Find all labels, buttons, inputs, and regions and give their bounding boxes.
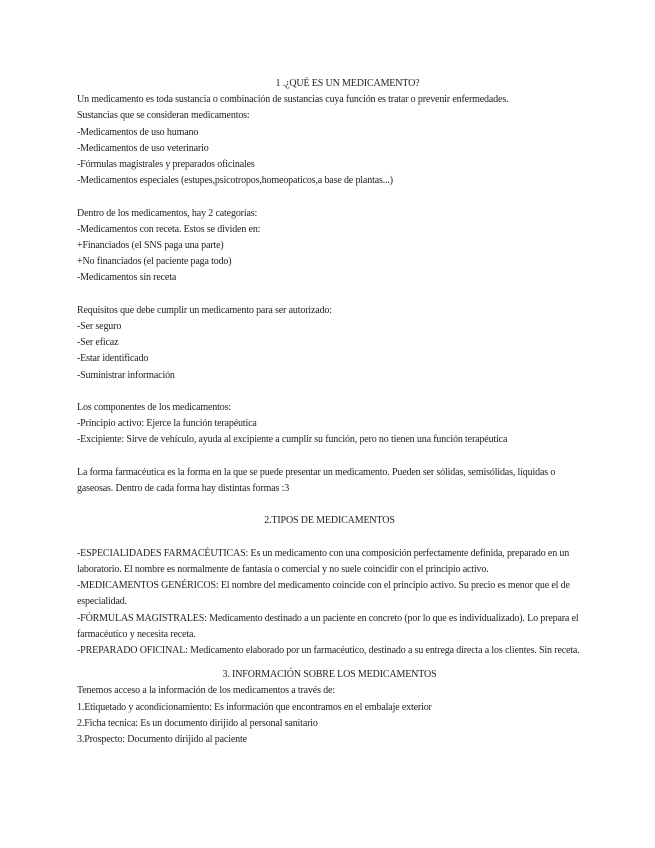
definition-text: Un medicamento es toda sustancia o combinación de sustancias cuya función es tratar o prevenir enfermedades. [77,94,509,106]
category-item: -Medicamentos sin receta [77,272,177,284]
category-item: +Financiados (el SNS paga una parte) [77,240,224,252]
medication-type-item: -ESPECIALIDADES FARMACÉUTICAS: Es un medicamento con una composición perfectamente definida, preparado en un laboratorio. El nombre es normalmente de fantasía o comercial y no suele coincidir con el principio activo. [77,547,570,575]
pharma-form-text: La forma farmacéutica es la forma en la que se puede presentar un medicamento. Pueden ser sólidas, semisólidas, líquidas o gaseosas. Dentro de cada forma hay distintas formas :3 [77,466,556,495]
substance-item: -Fórmulas magistrales y preparados oficinales [77,159,255,171]
category-item: +No financiados (el paciente paga todo) [77,256,232,268]
substance-item: -Medicamentos especiales (estupes,psicotropos,homeopaticos,a base de plantas...) [77,175,393,187]
medication-type-item: -PREPARADO OFICINAL: Medicamento elaborado por un farmacéutico, destinado a su entrega directa a los clientes. Sin receta. [77,645,580,657]
requirement-item: -Ser seguro [77,321,122,333]
substances-intro: Sustancias que se consideran medicamentos: [77,110,250,122]
requirement-item: -Suministrar información [77,369,175,381]
categories-intro: Dentro de los medicamentos, hay 2 categorías: [77,207,258,219]
spacer [77,287,582,303]
info-item: 1.Etiquetado y acondicionamiento: Es información que encontramos en el embalaje exterior [77,701,432,713]
substance-item: -Medicamentos de uso veterinario [77,142,209,154]
requirements-intro: Requisitos que debe cumplir un medicamento para ser autorizado: [77,304,332,316]
spacer [77,497,582,513]
section1-heading: 1 .¿QUÉ ES UN MEDICAMENTO? [275,78,420,89]
requirement-item: -Ser eficaz [77,337,119,349]
info-item: 3.Prospecto: Documento dirijido al paciente [77,734,247,746]
requirement-item: -Estar identificado [77,353,149,365]
substance-item: -Medicamentos de uso humano [77,126,199,138]
components-intro: Los componentes de los medicamentos: [77,402,232,414]
section2-heading: 2.TIPOS DE MEDICAMENTOS [264,515,395,527]
spacer [77,189,582,205]
section3-heading: 3. INFORMACIÓN SOBRE LOS MEDICAMENTOS [222,669,437,681]
component-item: -Excipiente: Sirve de vehículo, ayuda al excipiente a cumplir su función, pero no tienen una función terapéutica [77,434,508,446]
spacer [77,659,582,667]
spacer [77,530,582,546]
info-item: 2.Ficha tecnica: Es un documento dirijido al personal sanitario [77,717,318,729]
spacer [77,449,582,465]
category-item: -Medicamentos con receta. Estos se dividen en: [77,223,261,235]
component-item: -Principio activo: Ejerce la función terapéutica [77,418,257,430]
document-page [77,76,582,748]
spacer [77,384,582,400]
info-intro: Tenemos acceso a la información de los medicamentos a través de: [77,685,335,697]
medication-type-item: -FÓRMULAS MAGISTRALES: Medicamento destinado a un paciente en concreto (por lo que es individualizado). Lo prepara el farmacéutico y necesita receta. [77,612,579,640]
medication-type-item: -MEDICAMENTOS GENÉRICOS: El nombre del medicamento coincide con el principio activo. Su precio es menor que el de especialidad. [77,580,570,608]
